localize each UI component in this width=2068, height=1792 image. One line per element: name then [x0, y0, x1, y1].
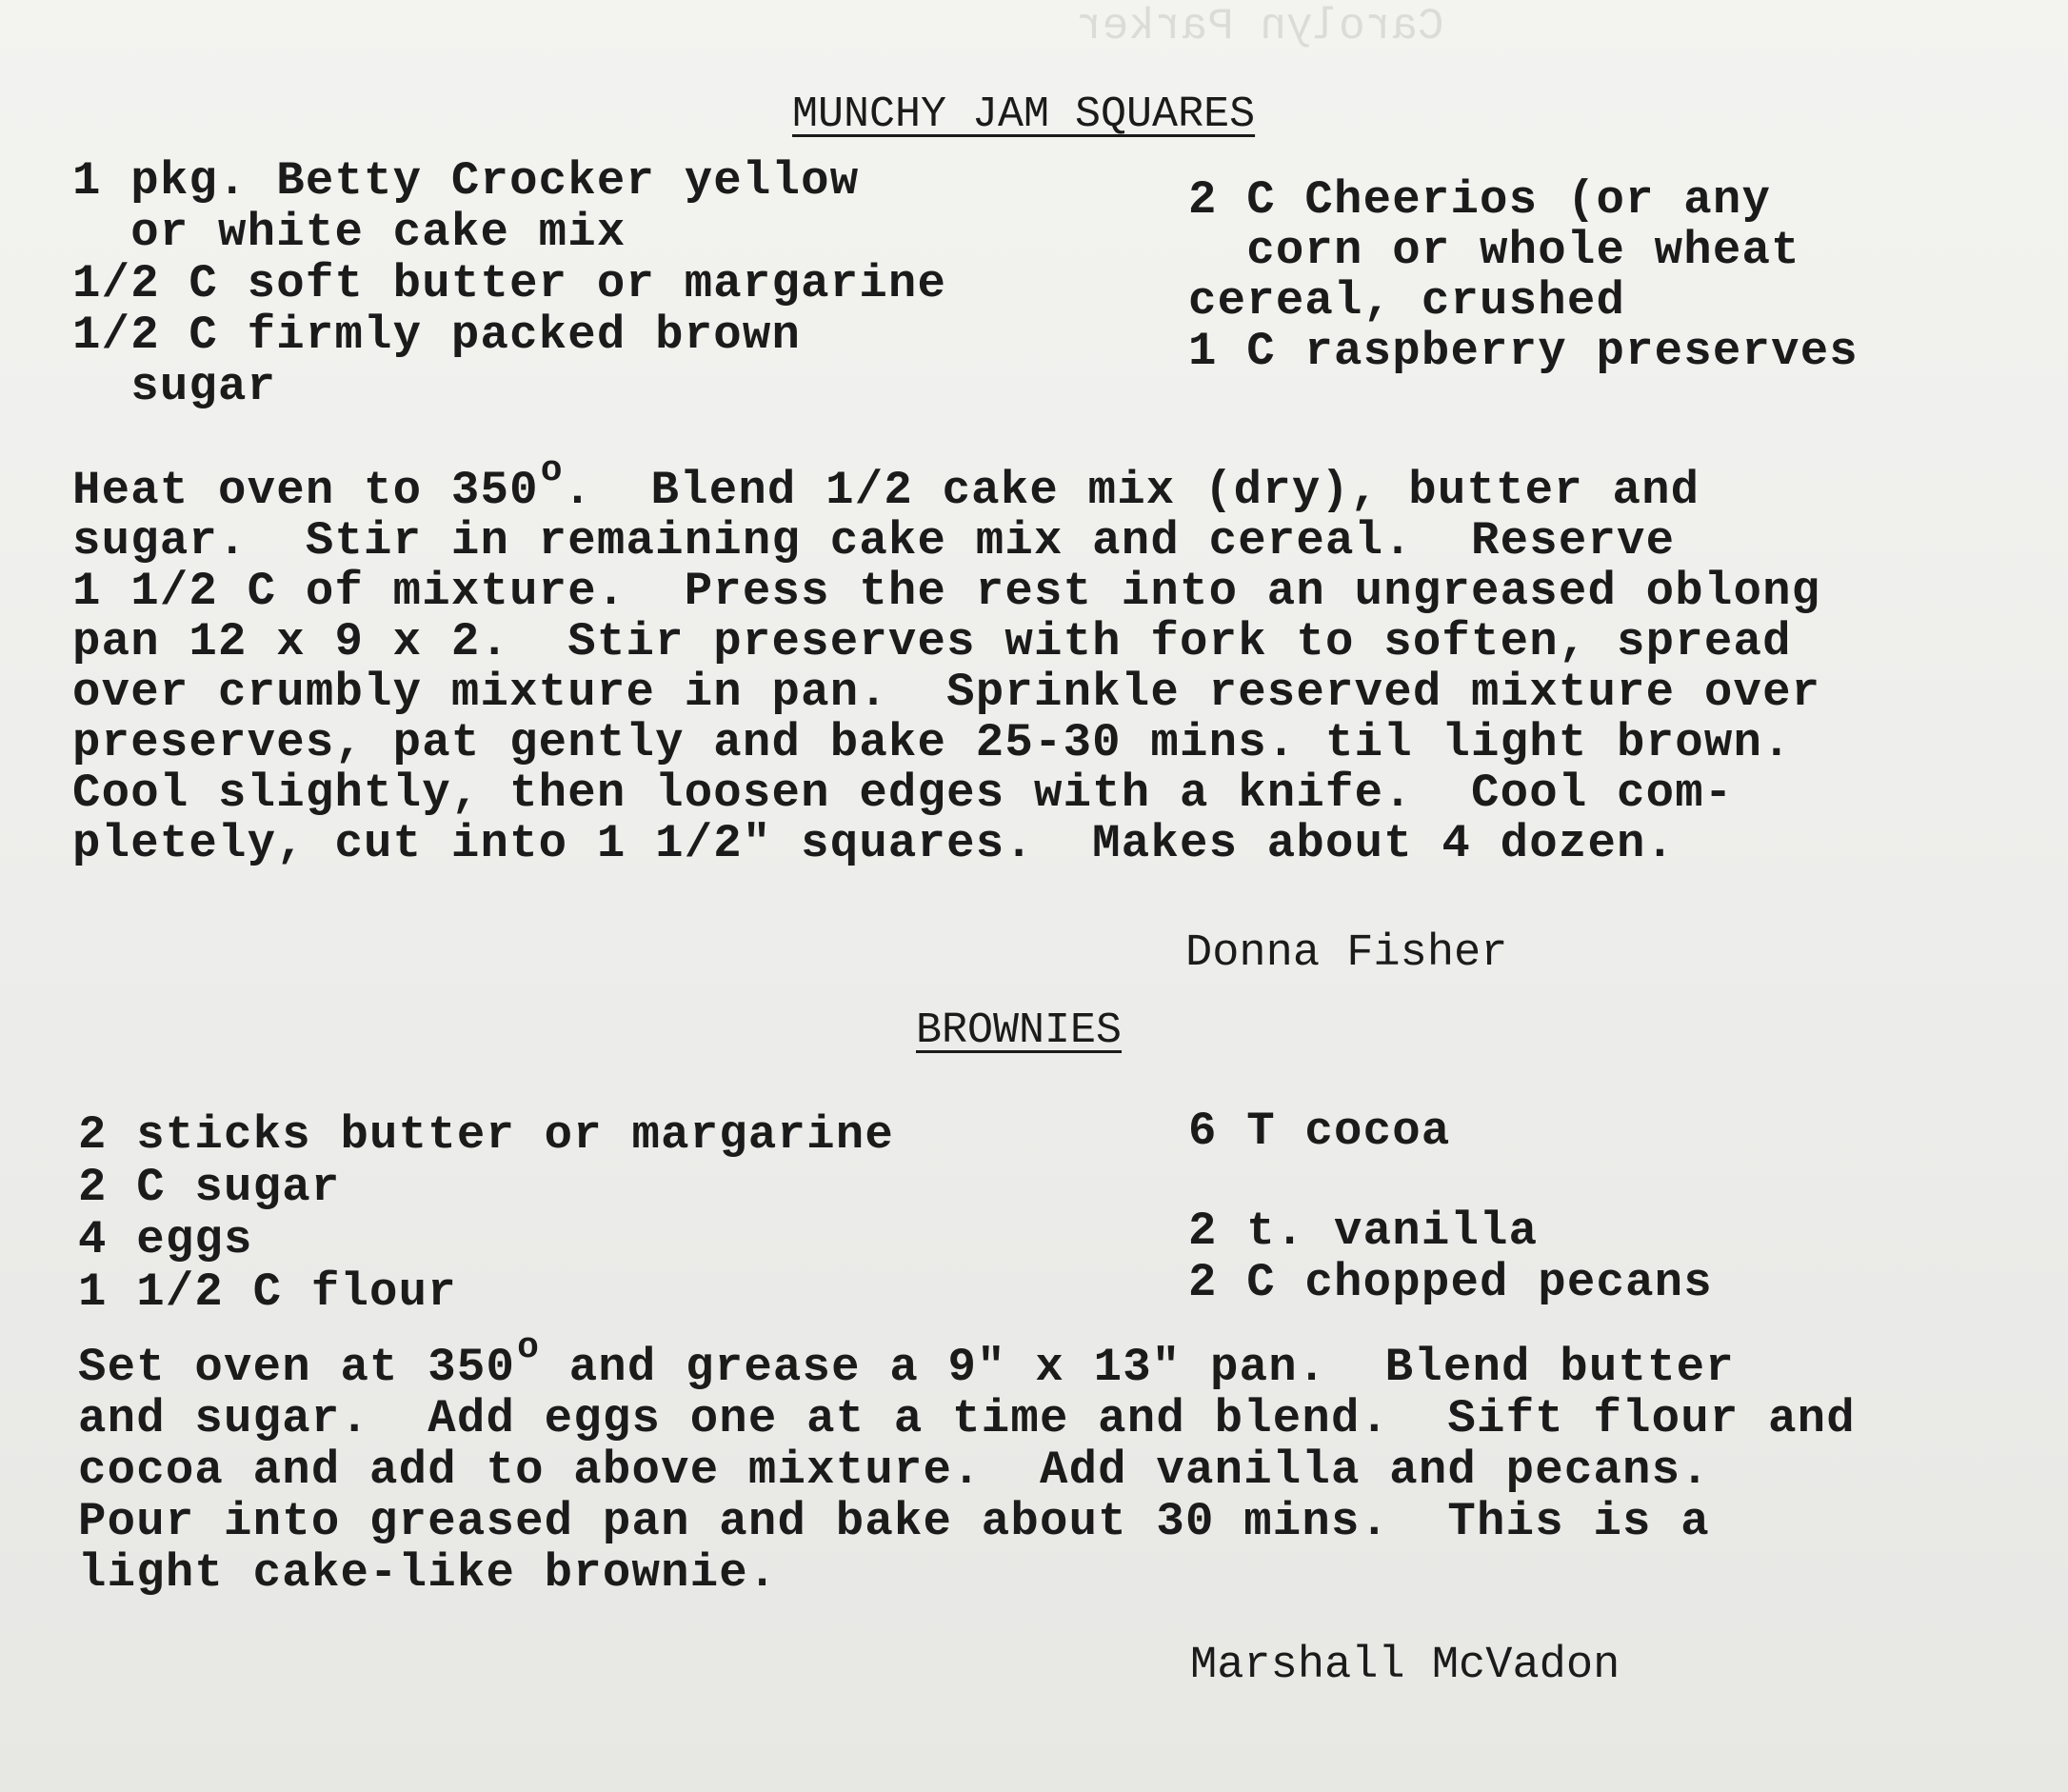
ingredient-line: 1 C raspberry preserves [1188, 325, 1859, 378]
ingredient-line: 4 eggs [78, 1213, 253, 1266]
bleed-through-text: Carolyn Parker [1076, 2, 1444, 51]
ingredient-line: 1/2 C soft butter or margarine [72, 257, 947, 310]
ingredient-line: sugar [72, 360, 277, 413]
degree-mark: o [540, 450, 564, 491]
directions-line: Cool slightly, then loosen edges with a knife. Cool com- [72, 767, 1734, 820]
heat-text-rest: . Blend 1/2 cake mix (dry), butter and [563, 464, 1700, 517]
directions-line: light cake-like brownie. [78, 1546, 778, 1600]
degree-mark: o [517, 1327, 541, 1368]
ingredient-line: 1/2 C firmly packed brown [72, 309, 802, 362]
ingredient-line: 2 C chopped pecans [1188, 1256, 1713, 1309]
ingredient-line: 2 C Cheerios (or any [1188, 173, 1772, 227]
ingredient-line: corn or whole wheat [1188, 224, 1800, 277]
directions-line [72, 450, 1700, 520]
ingredient-line: 6 T cocoa [1188, 1105, 1451, 1158]
directions-line: pletely, cut into 1 1/2" squares. Makes about 4 dozen. [72, 817, 1676, 870]
recipe-title-brownies: BROWNIES [916, 1006, 1123, 1055]
directions-line: preserves, pat gently and bake 25-30 mins. til light brown. [72, 716, 1792, 769]
directions-line: sugar. Stir in remaining cake mix and cereal. Reserve [72, 514, 1676, 567]
recipe-author: Donna Fisher [1185, 928, 1508, 979]
ingredient-line: 2 C sugar [78, 1161, 341, 1214]
ingredient-line: cereal, crushed [1188, 274, 1626, 328]
directions-line: Pour into greased pan and bake about 30 mins. This is a [78, 1495, 1710, 1548]
directions-line: cocoa and add to above mixture. Add vanilla and pecans. [78, 1444, 1710, 1497]
directions-line: and sugar. Add eggs one at a time and blend. Sift flour and [78, 1392, 1856, 1445]
directions-line: 1 1/2 C of mixture. Press the rest into an ungreased oblong [72, 565, 1821, 618]
directions-line: pan 12 x 9 x 2. Stir preserves with fork to soften, spread [72, 615, 1792, 668]
set-oven-text: Set oven at 350 [78, 1341, 516, 1394]
recipe-author: Marshall McVadon [1190, 1641, 1621, 1691]
ingredient-line: 1 pkg. Betty Crocker yellow [72, 154, 860, 208]
ingredient-line: 2 sticks butter or margarine [78, 1108, 894, 1162]
ingredient-line: or white cake mix [72, 206, 626, 259]
heat-text: Heat oven to 350 [72, 464, 539, 517]
ingredient-line: 1 1/2 C flour [78, 1265, 457, 1319]
directions-line [78, 1327, 1735, 1397]
recipe-title-jam-squares: MUNCHY JAM SQUARES [792, 90, 1256, 139]
ingredient-line: 2 t. vanilla [1188, 1205, 1539, 1258]
set-oven-text-rest: and grease a 9" x 13" pan. Blend butter [540, 1341, 1735, 1394]
directions-line: over crumbly mixture in pan. Sprinkle reserved mixture over [72, 666, 1821, 719]
